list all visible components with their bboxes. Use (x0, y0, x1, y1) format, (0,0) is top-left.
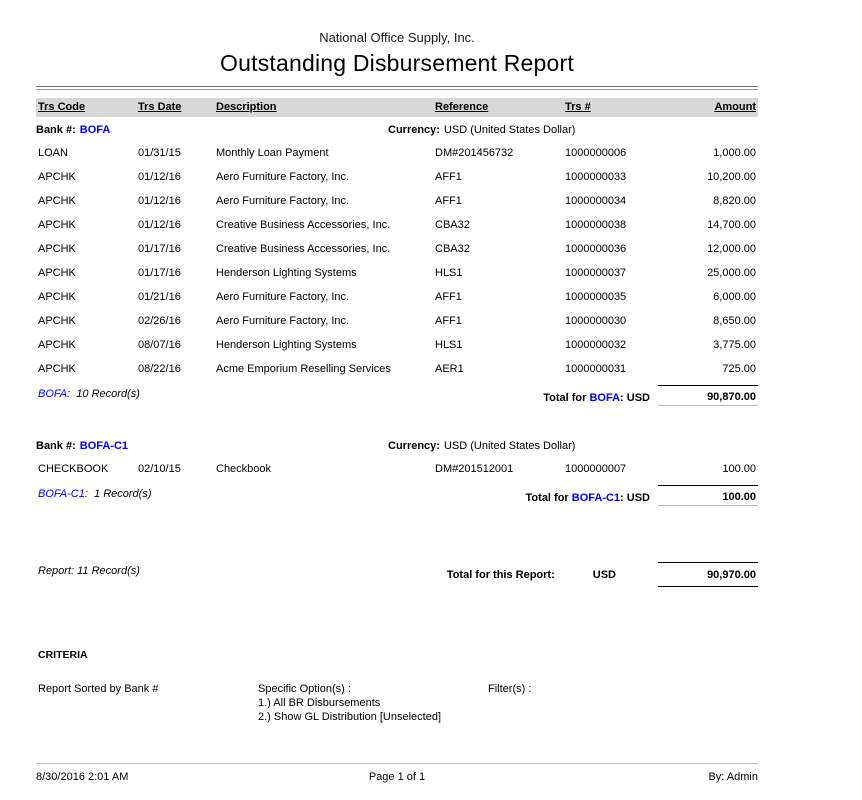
company-name: National Office Supply, Inc. (319, 30, 475, 45)
bank-number-label: Bank #: (36, 440, 76, 452)
specific-option-1: 1.) All BR Disbursements (258, 697, 381, 709)
cell-trs-no: 1000000033 (565, 171, 627, 183)
cell-reference: AFF1 (435, 171, 462, 183)
report-record-count: Report: 11 Record(s) (38, 565, 140, 577)
footer-datetime: 8/30/2016 2:01 AM (36, 771, 129, 783)
table-row (36, 189, 758, 213)
cell-code: APCHK (38, 363, 76, 375)
bank-rows (36, 457, 758, 481)
cell-date: 01/17/16 (138, 243, 181, 255)
bank-section-bofa-c1 (36, 436, 758, 510)
bank-code-link[interactable]: BOFA (79, 124, 111, 136)
cell-trs-no: 1000000038 (565, 219, 627, 231)
criteria-section (36, 649, 758, 724)
criteria-specific-options (258, 682, 488, 724)
cell-description: Aero Furniture Factory, Inc. (216, 291, 350, 303)
cell-date: 08/07/16 (138, 339, 181, 351)
cell-code: APCHK (38, 243, 76, 255)
cell-description: Creative Business Accessories, Inc. (216, 219, 391, 231)
bank-record-count: BOFA-C1: 1 Record(s) (38, 488, 152, 500)
cell-description: Henderson Lighting Systems (216, 267, 357, 279)
report-total-currency: USD (592, 569, 616, 581)
bank-record-count: BOFA: 10 Record(s) (38, 388, 140, 400)
bank-total-amount: 100.00 (658, 485, 758, 506)
footer-page-number: Page 1 of 1 (368, 771, 426, 783)
cell-amount: 8,820.00 (713, 195, 756, 207)
currency-value: USD (United States Dollar) (443, 440, 576, 452)
report-total-label: Total for this Report: (446, 569, 555, 581)
table-row (36, 261, 758, 285)
column-header-trs-number: Trs # (565, 101, 591, 113)
table-row (36, 141, 758, 165)
currency-value: USD (United States Dollar) (443, 124, 576, 136)
cell-trs-no: 1000000032 (565, 339, 627, 351)
bank-total-line (36, 382, 758, 410)
footer-user: By: Admin (708, 771, 758, 783)
currency-line (388, 120, 575, 141)
cell-description: Creative Business Accessories, Inc. (216, 243, 391, 255)
cell-date: 02/26/16 (138, 315, 181, 327)
cell-reference: HLS1 (435, 267, 463, 279)
cell-code: APCHK (38, 339, 76, 351)
cell-description: Aero Furniture Factory, Inc. (216, 195, 350, 207)
cell-date: 01/17/16 (138, 267, 181, 279)
cell-description: Henderson Lighting Systems (216, 339, 357, 351)
table-row (36, 213, 758, 237)
cell-amount: 10,200.00 (707, 171, 756, 183)
currency-line (388, 436, 575, 457)
cell-trs-no: 1000000035 (565, 291, 627, 303)
cell-trs-no: 1000000031 (565, 363, 627, 375)
cell-date: 01/31/15 (138, 147, 181, 159)
cell-date: 08/22/16 (138, 363, 181, 375)
report-content (36, 0, 758, 724)
bank-header-line (36, 436, 758, 457)
criteria-sort: Report Sorted by Bank # (38, 683, 159, 695)
cell-reference: AFF1 (435, 195, 462, 207)
cell-reference: AER1 (435, 363, 464, 375)
cell-reference: DM#201456732 (435, 147, 514, 159)
cell-code: APCHK (38, 219, 76, 231)
currency-label: Currency: (388, 440, 440, 452)
bank-total-line (36, 482, 758, 510)
table-row (36, 333, 758, 357)
specific-option-2: 2.) Show GL Distribution [Unselected] (258, 711, 442, 723)
cell-code: APCHK (38, 291, 76, 303)
table-header-row (36, 98, 758, 117)
specific-options-label: Specific Option(s) : (258, 683, 351, 695)
cell-amount: 3,775.00 (713, 339, 756, 351)
cell-date: 02/10/15 (138, 463, 181, 475)
bank-code-link[interactable]: BOFA-C1 (79, 440, 129, 452)
table-row (36, 457, 758, 481)
criteria-columns (36, 682, 758, 724)
cell-reference: CBA32 (435, 219, 470, 231)
cell-code: LOAN (38, 147, 68, 159)
bank-section-bofa (36, 120, 758, 410)
cell-amount: 1,000.00 (713, 147, 756, 159)
cell-amount: 14,700.00 (707, 219, 756, 231)
bank-header-line (36, 120, 758, 141)
cell-date: 01/12/16 (138, 171, 181, 183)
cell-code: APCHK (38, 267, 76, 279)
cell-trs-no: 1000000030 (565, 315, 627, 327)
cell-reference: AFF1 (435, 315, 462, 327)
cell-trs-no: 1000000034 (565, 195, 627, 207)
column-header-trs-date: Trs Date (138, 101, 182, 113)
cell-trs-no: 1000000007 (565, 463, 627, 475)
bank-number-label: Bank #: (36, 124, 76, 136)
cell-amount: 12,000.00 (707, 243, 756, 255)
bank-rows (36, 141, 758, 381)
cell-amount: 25,000.00 (707, 267, 756, 279)
cell-reference: AFF1 (435, 291, 462, 303)
column-header-reference: Reference (435, 101, 489, 113)
bank-total-amount: 90,870.00 (658, 385, 758, 406)
table-row (36, 309, 758, 333)
bank-total-label: Total for BOFA-C1: USD (525, 492, 650, 504)
page-title: Outstanding Disbursement Report (220, 50, 574, 76)
table-row (36, 237, 758, 261)
column-header-trs-code: Trs Code (38, 101, 86, 113)
filters-label: Filter(s) : (488, 683, 532, 695)
cell-amount: 8,650.00 (713, 315, 756, 327)
bank-total-label: Total for BOFA: USD (543, 392, 650, 404)
cell-date: 01/21/16 (138, 291, 181, 303)
cell-description: Checkbook (216, 463, 272, 475)
cell-trs-no: 1000000006 (565, 147, 627, 159)
cell-amount: 6,000.00 (713, 291, 756, 303)
cell-amount: 725.00 (722, 363, 756, 375)
criteria-heading: CRITERIA (38, 649, 88, 661)
table-row (36, 357, 758, 381)
column-header-amount: Amount (714, 101, 756, 113)
table-row (36, 165, 758, 189)
cell-code: APCHK (38, 195, 76, 207)
cell-amount: 100.00 (722, 463, 756, 475)
cell-date: 01/12/16 (138, 219, 181, 231)
cell-code: APCHK (38, 171, 76, 183)
cell-reference: DM#201512001 (435, 463, 514, 475)
table-row (36, 285, 758, 309)
currency-label: Currency: (388, 124, 440, 136)
page-footer (36, 763, 758, 783)
column-header-description: Description (216, 101, 277, 113)
cell-description: Aero Furniture Factory, Inc. (216, 315, 350, 327)
report-total-amount: 90,970.00 (658, 562, 758, 587)
report-total-line (36, 559, 758, 587)
cell-reference: CBA32 (435, 243, 470, 255)
cell-description: Monthly Loan Payment (216, 147, 329, 159)
cell-date: 01/12/16 (138, 195, 181, 207)
cell-code: APCHK (38, 315, 76, 327)
cell-trs-no: 1000000036 (565, 243, 627, 255)
cell-description: Aero Furniture Factory, Inc. (216, 171, 350, 183)
header-rule (36, 86, 758, 90)
cell-reference: HLS1 (435, 339, 463, 351)
cell-trs-no: 1000000037 (565, 267, 627, 279)
cell-description: Acme Emporium Reselling Services (216, 363, 391, 375)
cell-code: CHECKBOOK (38, 463, 109, 475)
